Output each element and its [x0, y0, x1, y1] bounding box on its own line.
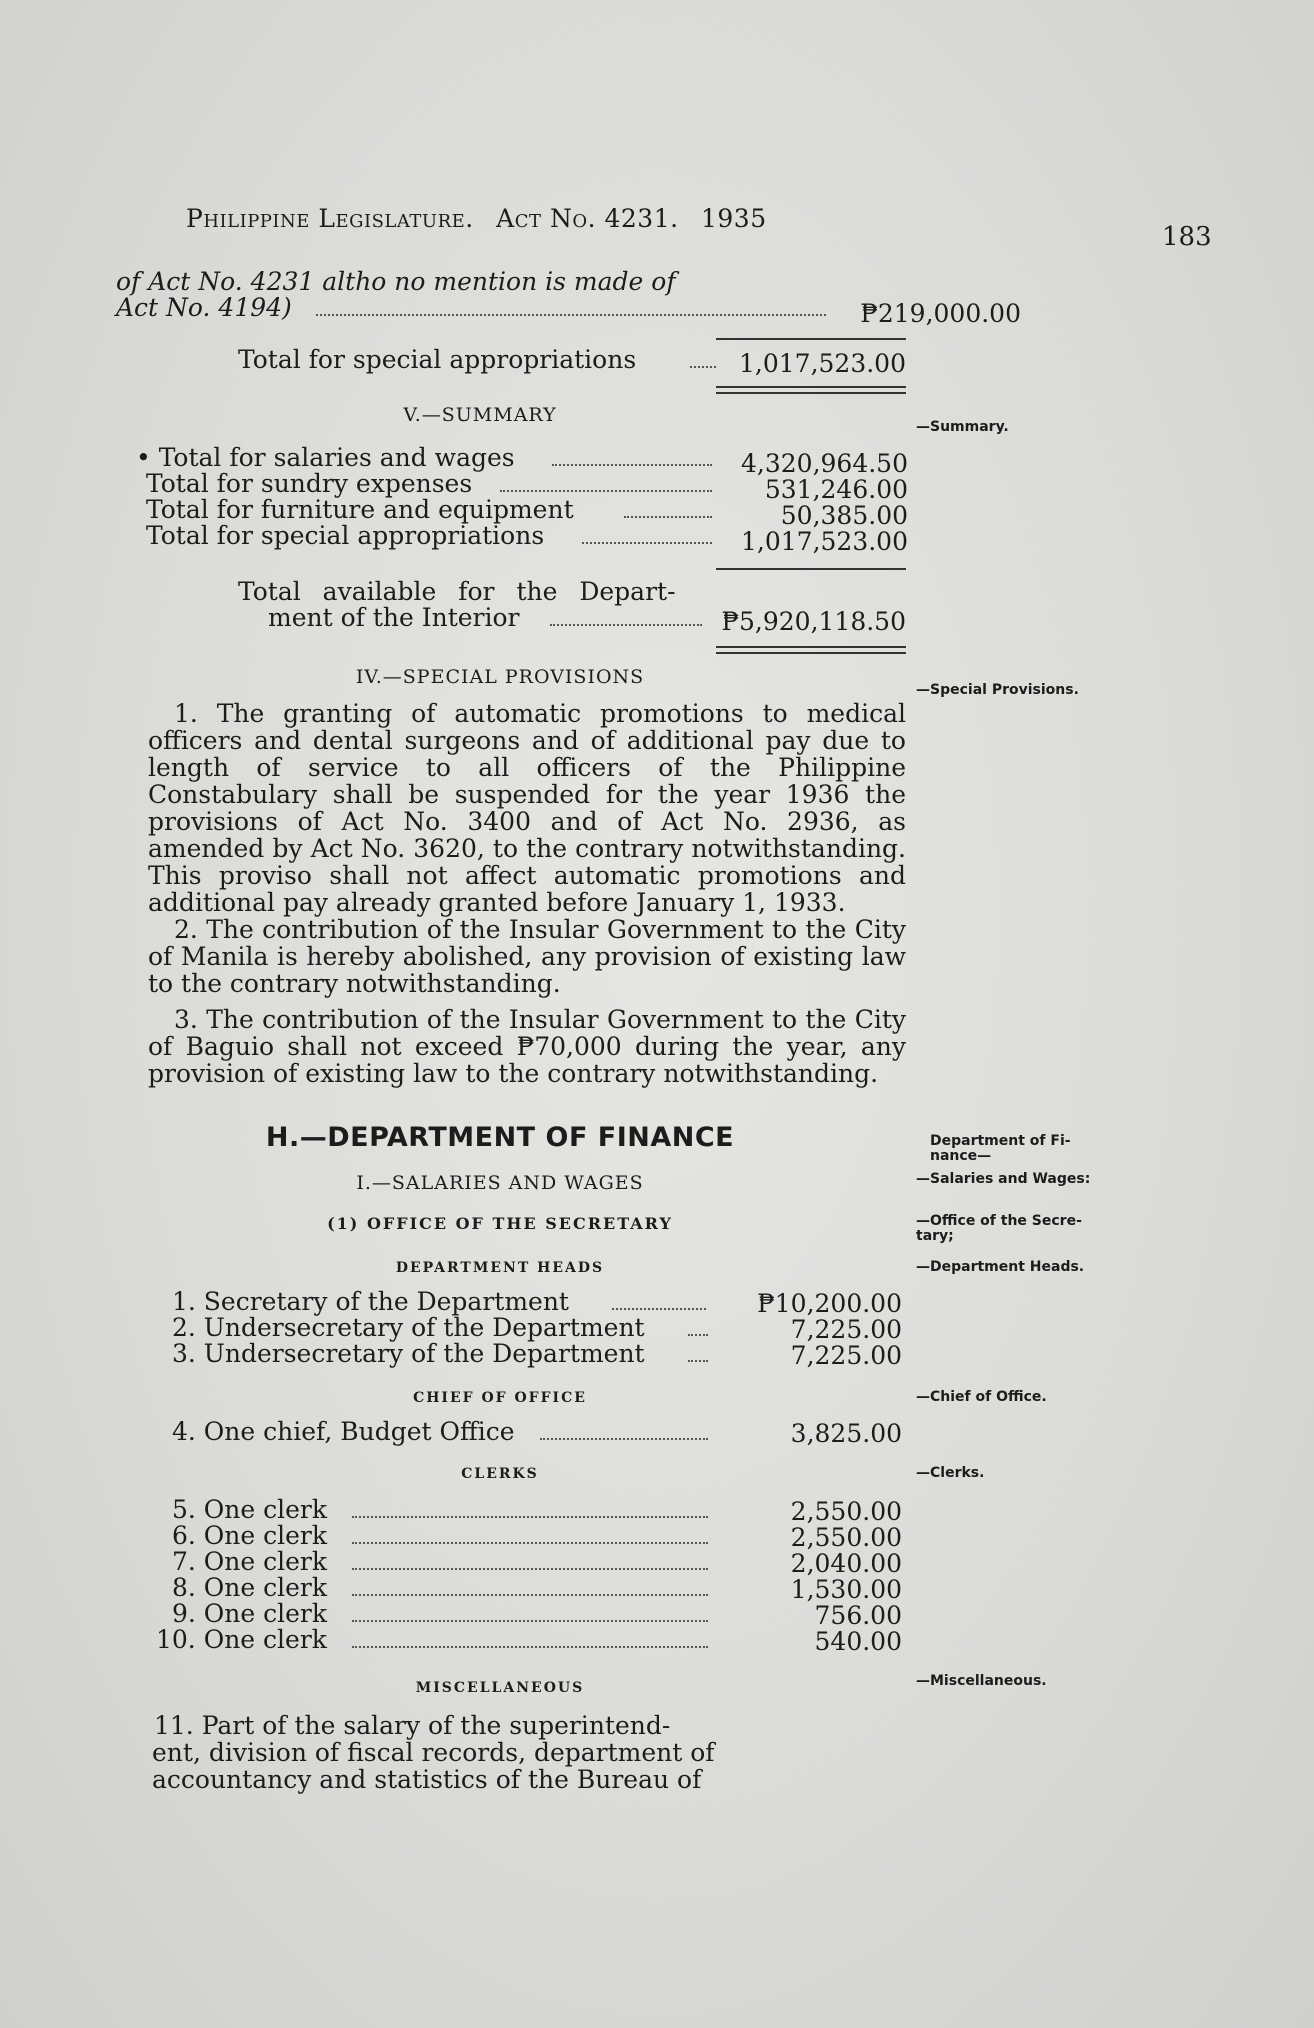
- header-year: 1935: [701, 204, 767, 233]
- list-item-amount: 2,550.00: [790, 1497, 902, 1526]
- list-item: [172, 1418, 902, 1448]
- total-available-line-1: Total available for the Depart-: [238, 577, 676, 606]
- margin-special-provisions: —Special Provisions.: [916, 682, 1079, 698]
- leader-dots: [352, 1516, 708, 1518]
- list-item-amount: 540.00: [814, 1627, 902, 1656]
- margin-department-line-1: Department of Fi-: [930, 1133, 1071, 1149]
- provision-paragraph: 3. The contribution of the Insular Government to the City of Baguio shall not exceed ₱70,000 during the year, any provision of existing law to the contrary notwithstanding.: [148, 1005, 906, 1088]
- list-item: [172, 1522, 902, 1550]
- leader-dots: [352, 1620, 708, 1622]
- list-item: [172, 1340, 902, 1368]
- margin-summary: —Summary.: [916, 419, 1009, 435]
- margin-clerks: —Clerks.: [916, 1465, 985, 1481]
- list-item: [172, 1288, 902, 1316]
- special-provisions-heading: IV.—SPECIAL PROVISIONS: [355, 666, 645, 688]
- double-rule: [716, 386, 906, 394]
- intro-amount: ₱219,000.00: [860, 299, 1021, 328]
- list-item: [172, 1600, 902, 1628]
- list-item: [172, 1548, 902, 1576]
- provision-paragraph: 1. The granting of automatic promotions to medical officers and dental surgeons and of additional pay due to length of service to all officers of the Philippine Constabulary shall be suspended for the year 1936 the provisions of Act No. 3400 and of Act No. 2936, as amended by Act No. 3620, to the contrary notwithstanding. This proviso shall not affect automatic promotions and additional pay already granted before January 1, 1933.: [148, 699, 906, 917]
- double-rule: [716, 646, 906, 654]
- total-available-row: [268, 604, 908, 634]
- list-item-label: 2. Undersecretary of the Department: [172, 1313, 645, 1342]
- list-item-label: 8. One clerk: [172, 1573, 328, 1602]
- provision-paragraph: 2. The contribution of the Insular Government to the City of Manila is hereby abolished, any provision of existing law to the contrary notwithstanding.: [148, 915, 906, 998]
- leader-dots: [612, 1308, 706, 1310]
- summary-item: [142, 495, 908, 530]
- list-item-label: 4. One chief, Budget Office: [172, 1417, 515, 1446]
- list-item: [172, 1314, 902, 1342]
- running-header: [186, 204, 846, 233]
- list-item-amount: 756.00: [814, 1601, 902, 1630]
- list-item-label: 1. Secretary of the Department: [172, 1287, 569, 1316]
- margin-office-line-2: tary;: [916, 1228, 954, 1244]
- list-item: [172, 1574, 902, 1602]
- summary-item-label: Total for sundry expenses: [146, 469, 473, 498]
- margin-misc: —Miscellaneous.: [916, 1673, 1047, 1689]
- summary-item: [136, 443, 908, 478]
- header-legislature: Philippine Legislature.: [186, 204, 474, 233]
- misc-paragraph: [152, 1712, 715, 1793]
- list-item-label: 7. One clerk: [172, 1547, 328, 1576]
- margin-salaries: —Salaries and Wages:: [916, 1171, 1091, 1187]
- leader-dots: [624, 516, 712, 518]
- dept-heads-heading: DEPARTMENT HEADS: [395, 1260, 605, 1276]
- list-item-label: 6. One clerk: [172, 1521, 328, 1550]
- leader-dots: [352, 1542, 708, 1544]
- margin-department: [930, 1134, 1071, 1164]
- summary-item: [142, 469, 908, 504]
- list-item-label: 9. One clerk: [172, 1599, 328, 1628]
- misc-line: 11. Part of the salary of the superintend-: [154, 1711, 671, 1740]
- list-item-amount: 1,530.00: [790, 1575, 902, 1604]
- misc-line: accountancy and statistics of the Bureau of: [152, 1765, 702, 1794]
- margin-office: [916, 1214, 1082, 1244]
- summary-item-amount: 531,246.00: [764, 475, 908, 504]
- leader-dots: [550, 624, 702, 626]
- list-item: [156, 1625, 902, 1656]
- list-item-amount: 2,040.00: [790, 1549, 902, 1578]
- misc-heading: MISCELLANEOUS: [415, 1680, 585, 1696]
- leader-dots: [352, 1646, 708, 1648]
- summary-item-amount: 4,320,964.50: [741, 449, 908, 478]
- special-total-row: [238, 346, 908, 376]
- list-item-label: 10. One clerk: [156, 1625, 327, 1654]
- list-item-amount: 7,225.00: [790, 1341, 902, 1370]
- leader-dots: [316, 314, 826, 316]
- summary-item-amount: 1,017,523.00: [741, 527, 908, 556]
- special-total-label: Total for special appropriations: [238, 345, 637, 374]
- summary-item-label: Total for furniture and equipment: [146, 495, 574, 524]
- list-item-amount: 7,225.00: [790, 1315, 902, 1344]
- list-item-label: 3. Undersecretary of the Department: [172, 1339, 645, 1368]
- leader-dots: [552, 464, 712, 466]
- total-available-amount: ₱5,920,118.50: [721, 607, 906, 636]
- leader-dots: [582, 542, 712, 544]
- summary-item-label: • Total for salaries and wages: [136, 443, 515, 472]
- office-heading: (1) OFFICE OF THE SECRETARY: [327, 1214, 673, 1233]
- summary-item: [142, 521, 908, 556]
- summary-heading: V.—SUMMARY: [403, 404, 557, 426]
- list-item-label: 5. One clerk: [172, 1495, 328, 1524]
- leader-dots: [352, 1594, 708, 1596]
- list-item-amount: ₱10,200.00: [757, 1289, 902, 1318]
- leader-dots: [540, 1438, 708, 1440]
- misc-line: ent, division of fiscal records, department of: [152, 1738, 715, 1767]
- list-item-amount: 3,825.00: [790, 1419, 902, 1448]
- leader-dots: [690, 366, 716, 368]
- margin-dept-heads: —Department Heads.: [916, 1259, 1085, 1275]
- page-number: 183: [1162, 222, 1212, 252]
- list-item-amount: 2,550.00: [790, 1523, 902, 1552]
- intro-line-2-row: [116, 293, 1021, 328]
- summary-item-label: Total for special appropriations: [146, 521, 545, 550]
- clerks-heading: CLERKS: [461, 1466, 539, 1482]
- list-item: [172, 1496, 902, 1524]
- sum-rule: [716, 568, 906, 570]
- leader-dots: [688, 1360, 708, 1362]
- chief-heading: CHIEF OF OFFICE: [413, 1390, 587, 1406]
- sum-rule: [716, 338, 906, 340]
- leader-dots: [688, 1334, 708, 1336]
- leader-dots: [352, 1568, 708, 1570]
- leader-dots: [500, 490, 712, 492]
- margin-chief: —Chief of Office.: [916, 1389, 1047, 1405]
- intro-line-2: Act No. 4194): [116, 293, 292, 322]
- margin-office-line-1: —Office of the Secre-: [916, 1213, 1082, 1229]
- total-available-line-2: ment of the Interior: [268, 603, 520, 632]
- salaries-heading: I.—SALARIES AND WAGES: [356, 1172, 644, 1194]
- margin-department-line-2: nance—: [930, 1148, 992, 1164]
- header-act: Act No. 4231.: [496, 204, 679, 233]
- special-total-amount: 1,017,523.00: [739, 349, 906, 378]
- department-heading: H.—DEPARTMENT OF FINANCE: [265, 1122, 735, 1153]
- intro-line-1: of Act No. 4231 altho no mention is made of: [116, 267, 676, 296]
- summary-item-amount: 50,385.00: [780, 501, 908, 530]
